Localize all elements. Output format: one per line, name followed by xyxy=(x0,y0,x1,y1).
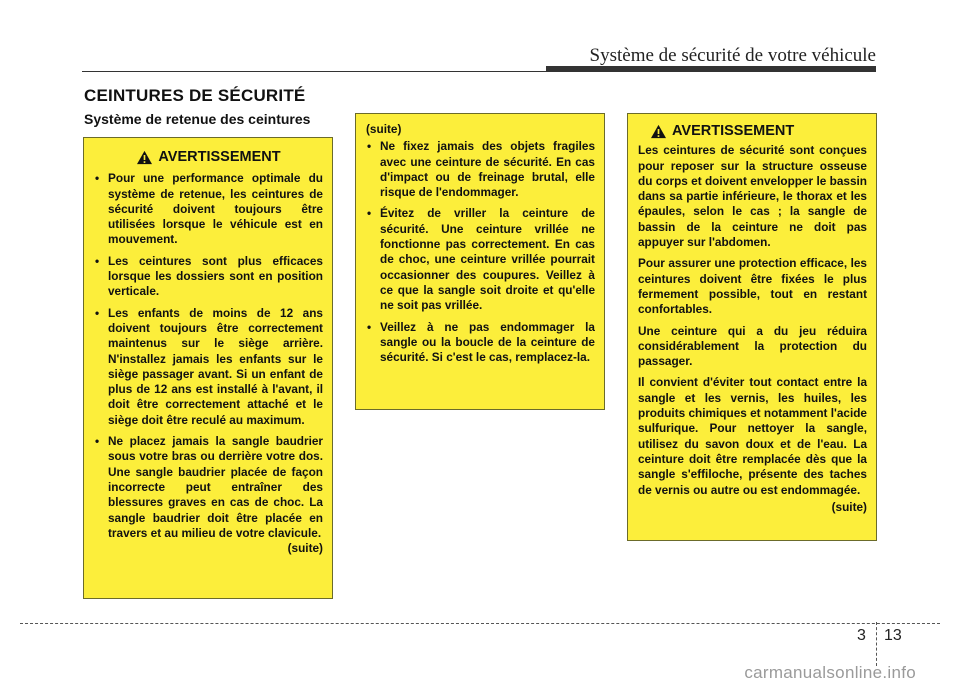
warning-title: AVERTISSEMENT xyxy=(672,123,795,139)
warning-bullet-list xyxy=(366,139,595,365)
continued-label: (suite) xyxy=(831,499,867,514)
page-number-divider xyxy=(876,622,877,666)
watermark: carmanualsonline.info xyxy=(744,663,916,682)
warning-heading xyxy=(638,124,867,139)
continued-label: (suite) xyxy=(287,541,323,556)
warning-triangle-icon xyxy=(650,124,667,139)
footer-rule xyxy=(20,623,940,624)
warning-box-2 xyxy=(355,113,605,410)
header-rule-accent xyxy=(546,66,876,72)
bullet-item: • Ne placez jamais la sangle baudrier sous votre bras ou derrière votre dos. Une sangle baudrier placée de façon incorrecte peut entraîner des blessures graves en cas de choc. La sangle baudrier doit être placée en travers et au milieu de votre clavicule. xyxy=(94,434,323,541)
continued-label: (suite) xyxy=(366,122,402,136)
bullet-item: • Les ceintures sont plus efficaces lorsque les dossiers sont en position verticale. xyxy=(94,254,323,300)
warning-paragraph: Une ceinture qui a du jeu réduira considérablement la protection du passager. xyxy=(638,323,867,369)
page-number: 13 xyxy=(884,627,902,644)
warning-heading xyxy=(94,150,323,165)
warning-paragraph: Pour assurer une protection efficace, les ceintures doivent être fixées le plus fermement possible, tout en restant confortables. xyxy=(638,256,867,317)
bullet-item: • Les enfants de moins de 12 ans doivent toujours être correctement maintenus sur le siège arrière. N'installez jamais les enfants sur le siège passager avant. Si un enfant de plus de 12 ans est installé à l'avant, il doit être correctement attaché et le siège doit être reculé au maximum. xyxy=(94,306,323,428)
header-title: Système de sécurité de votre véhicule xyxy=(589,45,876,66)
warning-bullet-list xyxy=(94,171,323,541)
chapter-number: 3 xyxy=(857,627,866,644)
warning-box-3 xyxy=(627,113,877,541)
warning-title: AVERTISSEMENT xyxy=(158,149,281,165)
bullet-item: • Veillez à ne pas endommager la sangle ou la boucle de la ceinture de sécurité. Si c'est le cas, remplacez-la. xyxy=(366,320,595,366)
warning-box-1 xyxy=(83,137,333,599)
warning-paragraph: Il convient d'éviter tout contact entre la sangle et les vernis, les huiles, les produits chimiques et notamment l'acide sulfurique. Pour nettoyer la sangle, utilisez du savon doux et de l'eau. La ceinture doit être remplacée dès que la sangle s'effiloche, présente des taches de vernis ou autre ou est endommagée. xyxy=(638,375,867,497)
bullet-item: • Ne fixez jamais des objets fragiles avec une ceinture de sécurité. En cas d'impact ou de freinage brutal, elle risque de l'endommager. xyxy=(366,139,595,200)
section-title: CEINTURES DE SÉCURITÉ xyxy=(84,86,306,105)
warning-triangle-icon xyxy=(136,150,153,165)
subsection-title: Système de retenue des ceintures xyxy=(84,111,311,127)
warning-paragraph: Les ceintures de sécurité sont conçues pour reposer sur la structure osseuse du corps et doivent envelopper le bassin dans sa partie inférieure, le thorax et les épaules, selon le cas ; la sangle de bassin de la ceinture ne doit pas appuyer sur l'abdomen. xyxy=(638,143,867,250)
bullet-item: • Pour une performance optimale du système de retenue, les ceintures de sécurité doivent toujours être utilisées lorsque le véhicule est en mouvement. xyxy=(94,171,323,247)
bullet-item: • Évitez de vriller la ceinture de sécurité. Une ceinture vrillée ne fonctionne pas correctement. En cas de choc, une ceinture vrillée pourrait occasionner des coupures. Veillez à ce que la sangle soit droite et qu'elle ne soit pas vrillée. xyxy=(366,206,595,313)
